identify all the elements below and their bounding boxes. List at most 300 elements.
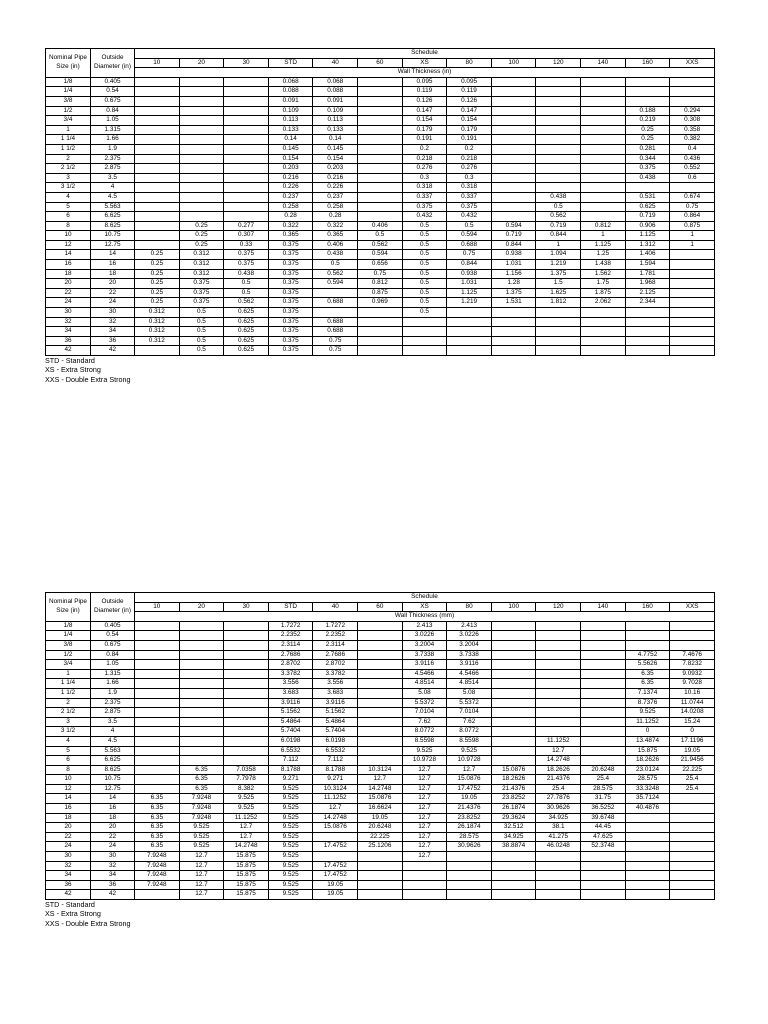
wall-thickness-cell [447, 880, 492, 890]
outside-diameter-cell: 4 [91, 183, 135, 193]
wall-thickness-cell: 9.525 [224, 794, 269, 804]
wall-thickness-cell [447, 336, 492, 346]
wall-thickness-cell: 0.688 [313, 317, 358, 327]
table-row [46, 298, 715, 308]
wall-thickness-cell [581, 336, 626, 346]
wall-thickness-cell [135, 631, 180, 641]
wall-thickness-cell [491, 125, 536, 135]
wall-thickness-cell [224, 688, 269, 698]
wall-thickness-cell [491, 708, 536, 718]
wall-thickness-cell: 18.2626 [536, 765, 581, 775]
wall-thickness-cell: 34.925 [491, 832, 536, 842]
wall-thickness-cell [670, 288, 715, 298]
wall-thickness-cell: 0.594 [313, 279, 358, 289]
outside-diameter-cell: 36 [91, 336, 135, 346]
wall-thickness-cell [536, 688, 581, 698]
wall-thickness-cell [670, 298, 715, 308]
wall-thickness-cell: 0.375 [268, 240, 313, 250]
wall-thickness-cell: 4.5466 [402, 669, 447, 679]
wall-thickness-cell [536, 164, 581, 174]
nominal-size-cell: 30 [46, 852, 91, 862]
wall-thickness-cell [135, 669, 180, 679]
wall-thickness-cell [581, 183, 626, 193]
wall-thickness-cell: 0.2 [402, 144, 447, 154]
wall-thickness-cell [581, 861, 626, 871]
outside-diameter-cell: 1.05 [91, 116, 135, 126]
wall-thickness-cell [224, 87, 269, 97]
wall-thickness-cell: 15.875 [224, 871, 269, 881]
wall-thickness-cell: 0.318 [402, 183, 447, 193]
wall-thickness-cell [670, 260, 715, 270]
table-body [46, 621, 715, 899]
table-row [46, 775, 715, 785]
wall-thickness-cell: 15.0876 [491, 765, 536, 775]
wall-thickness-cell [224, 77, 269, 87]
schedule-col-header: 20 [179, 58, 224, 68]
wall-thickness-cell [179, 144, 224, 154]
wall-thickness-cell [581, 880, 626, 890]
wall-thickness-cell: 0.406 [358, 221, 403, 231]
wall-thickness-cell [536, 116, 581, 126]
wall-thickness-cell [581, 727, 626, 737]
wall-thickness-cell [179, 679, 224, 689]
wall-thickness-cell: 0.594 [358, 250, 403, 260]
wall-thickness-cell [491, 87, 536, 97]
wall-thickness-cell: 47.625 [581, 832, 626, 842]
wall-thickness-cell: 0.562 [536, 212, 581, 222]
outside-diameter-cell: 18 [91, 269, 135, 279]
wall-thickness-cell: 0.312 [179, 269, 224, 279]
wall-thickness-cell: 0.126 [447, 96, 492, 106]
schedule-header: Schedule [135, 593, 715, 603]
abbreviation-notes [45, 900, 715, 928]
wall-thickness-cell [135, 106, 180, 116]
wall-thickness-cell [358, 852, 403, 862]
wall-thickness-cell [179, 621, 224, 631]
wall-thickness-cell [491, 77, 536, 87]
wall-thickness-cell: 9.525 [625, 708, 670, 718]
wall-thickness-cell [581, 640, 626, 650]
wall-thickness-cell: 0.25 [135, 298, 180, 308]
wall-thickness-cell [135, 116, 180, 126]
wall-thickness-cell: 3.7338 [402, 650, 447, 660]
wall-thickness-cell [179, 202, 224, 212]
wall-thickness-cell: 12.7 [224, 823, 269, 833]
wall-thickness-cell [491, 308, 536, 318]
wall-thickness-cell: 5.08 [447, 688, 492, 698]
outside-diameter-cell: 0.84 [91, 106, 135, 116]
wall-thickness-cell: 0.938 [491, 250, 536, 260]
wall-thickness-cell [491, 631, 536, 641]
wall-thickness-cell [491, 212, 536, 222]
wall-thickness-cell [135, 202, 180, 212]
wall-thickness-cell: 0.312 [135, 336, 180, 346]
wall-thickness-cell [491, 660, 536, 670]
wall-thickness-cell: 0.147 [447, 106, 492, 116]
schedule-col-header: STD [268, 602, 313, 612]
wall-thickness-cell: 0.5 [402, 240, 447, 250]
wall-thickness-cell: 0.337 [447, 192, 492, 202]
wall-thickness-cell: 0.294 [670, 106, 715, 116]
wall-thickness-cell: 7.9248 [135, 880, 180, 890]
wall-thickness-cell: 0.154 [268, 154, 313, 164]
wall-thickness-cell: 0.179 [447, 125, 492, 135]
wall-thickness-cell [224, 727, 269, 737]
nominal-size-cell: 3/4 [46, 116, 91, 126]
wall-thickness-cell: 0.5 [179, 327, 224, 337]
wall-thickness-cell [581, 77, 626, 87]
wall-thickness-cell [447, 346, 492, 356]
wall-thickness-cell [581, 717, 626, 727]
wall-thickness-cell: 0.219 [625, 116, 670, 126]
nominal-size-cell: 1 1/2 [46, 144, 91, 154]
wall-thickness-cell [670, 317, 715, 327]
wall-thickness-cell: 0.75 [670, 202, 715, 212]
wall-thickness-cell: 6.35 [625, 669, 670, 679]
wall-thickness-cell [135, 640, 180, 650]
wall-thickness-cell [536, 87, 581, 97]
wall-thickness-cell: 2.7686 [313, 650, 358, 660]
wall-thickness-cell [135, 679, 180, 689]
wall-thickness-cell [581, 212, 626, 222]
wall-thickness-cell [536, 669, 581, 679]
wall-thickness-cell [135, 688, 180, 698]
note-xs: XS - Extra Strong [45, 365, 101, 375]
wall-thickness-cell: 0.375 [268, 317, 313, 327]
outside-diameter-cell: 34 [91, 327, 135, 337]
table-row [46, 660, 715, 670]
wall-thickness-cell [670, 250, 715, 260]
wall-thickness-cell: 7.0104 [402, 708, 447, 718]
wall-thickness-cell [581, 173, 626, 183]
wall-thickness-cell [447, 308, 492, 318]
table-row [46, 96, 715, 106]
nominal-size-cell: 3 1/2 [46, 727, 91, 737]
wall-thickness-cell [581, 688, 626, 698]
wall-thickness-cell: 0.375 [268, 327, 313, 337]
wall-thickness-cell: 21.4376 [491, 784, 536, 794]
wall-thickness-cell: 15.0876 [313, 823, 358, 833]
wall-thickness-cell [536, 77, 581, 87]
wall-thickness-cell [536, 679, 581, 689]
schedule-col-header: XS [402, 58, 447, 68]
wall-thickness-cell [670, 842, 715, 852]
wall-thickness-cell [491, 96, 536, 106]
wall-thickness-cell: 31.75 [581, 794, 626, 804]
outside-diameter-cell: 12.75 [91, 240, 135, 250]
schedule-col-header: 140 [581, 602, 626, 612]
abbreviation-notes [45, 356, 715, 384]
wall-thickness-cell: 1.219 [536, 260, 581, 270]
wall-thickness-cell: 0.375 [268, 308, 313, 318]
wall-thickness-cell: 2.2352 [313, 631, 358, 641]
wall-thickness-cell: 39.6748 [581, 813, 626, 823]
wall-thickness-cell [670, 832, 715, 842]
wall-thickness-cell [581, 192, 626, 202]
outside-diameter-cell: 4 [91, 727, 135, 737]
wall-thickness-cell [402, 871, 447, 881]
wall-thickness-cell [358, 317, 403, 327]
wall-thickness-cell: 19.05 [313, 880, 358, 890]
wall-thickness-cell [358, 336, 403, 346]
wall-thickness-cell: 8.1788 [268, 765, 313, 775]
wall-thickness-cell [491, 192, 536, 202]
wall-thickness-cell [358, 640, 403, 650]
wall-thickness-cell: 40.4876 [625, 804, 670, 814]
nominal-size-cell: 3/4 [46, 660, 91, 670]
wall-thickness-cell: 28.575 [625, 775, 670, 785]
wall-thickness-cell [581, 660, 626, 670]
wall-thickness-cell: 0.406 [313, 240, 358, 250]
wall-thickness-cell [358, 861, 403, 871]
schedule-col-header: 20 [179, 602, 224, 612]
wall-thickness-cell [179, 708, 224, 718]
wall-thickness-cell: 1.7272 [268, 621, 313, 631]
wall-thickness-cell: 1.531 [491, 298, 536, 308]
wall-thickness-cell: 2.125 [625, 288, 670, 298]
wall-thickness-cell: 0.625 [625, 202, 670, 212]
wall-thickness-cell: 19.05 [670, 746, 715, 756]
wall-thickness-cell [536, 631, 581, 641]
wall-thickness-cell [358, 346, 403, 356]
wall-thickness-cell: 3.9116 [313, 698, 358, 708]
wall-thickness-cell: 0.358 [670, 125, 715, 135]
wall-thickness-cell: 46.0248 [536, 842, 581, 852]
table-row [46, 346, 715, 356]
schedule-numbers-row [46, 602, 715, 612]
wall-thickness-cell [581, 679, 626, 689]
wall-thickness-cell: 9.525 [179, 832, 224, 842]
wall-thickness-cell: 0.375 [268, 279, 313, 289]
wall-thickness-cell: 0.25 [135, 288, 180, 298]
wall-thickness-cell: 0.5 [179, 317, 224, 327]
outside-diameter-cell: 2.375 [91, 154, 135, 164]
nominal-size-cell: 1/8 [46, 77, 91, 87]
wall-thickness-cell: 0.25 [135, 260, 180, 270]
wall-thickness-cell: 2.3114 [268, 640, 313, 650]
wall-thickness-cell [135, 775, 180, 785]
wall-thickness-cell: 8.0772 [402, 727, 447, 737]
wall-thickness-cell: 0.5 [358, 231, 403, 241]
wall-thickness-cell [179, 698, 224, 708]
wall-thickness-cell [581, 327, 626, 337]
wall-thickness-cell: 0.688 [447, 240, 492, 250]
table-row [46, 173, 715, 183]
wall-thickness-cell [135, 765, 180, 775]
outside-diameter-cell: 30 [91, 308, 135, 318]
wall-thickness-cell [491, 183, 536, 193]
wall-thickness-cell: 0.237 [313, 192, 358, 202]
wall-thickness-cell [491, 880, 536, 890]
wall-thickness-cell: 7.9248 [135, 861, 180, 871]
wall-thickness-cell: 14.2748 [313, 813, 358, 823]
wall-thickness-cell [179, 116, 224, 126]
wall-thickness-cell: 9.0932 [670, 669, 715, 679]
table-row [46, 823, 715, 833]
wall-thickness-cell: 7.4676 [670, 650, 715, 660]
wall-thickness-cell: 0.719 [625, 212, 670, 222]
wall-thickness-cell [224, 144, 269, 154]
wall-thickness-cell: 0.318 [447, 183, 492, 193]
wall-thickness-cell [179, 96, 224, 106]
table-row [46, 336, 715, 346]
nominal-size-cell: 1/2 [46, 650, 91, 660]
table-row [46, 250, 715, 260]
wall-thickness-cell: 12.7 [402, 832, 447, 842]
schedule-col-header: 100 [491, 58, 536, 68]
wall-thickness-cell [581, 698, 626, 708]
table-row [46, 154, 715, 164]
wall-thickness-cell: 1 [670, 240, 715, 250]
wall-thickness-cell [135, 708, 180, 718]
wall-thickness-label: Wall Thickness (mm) [135, 612, 715, 622]
wall-thickness-cell [491, 164, 536, 174]
wall-thickness-cell: 6.35 [179, 784, 224, 794]
outside-diameter-cell: 22 [91, 832, 135, 842]
schedule-col-header: 120 [536, 58, 581, 68]
wall-thickness-cell: 0.145 [268, 144, 313, 154]
table-row [46, 804, 715, 814]
wall-thickness-cell: 0.095 [402, 77, 447, 87]
outside-diameter-cell: 6.625 [91, 212, 135, 222]
wall-thickness-cell: 0.812 [581, 221, 626, 231]
wall-thickness-cell [625, 813, 670, 823]
wall-thickness-cell: 2.2352 [268, 631, 313, 641]
wall-thickness-cell: 0.133 [313, 125, 358, 135]
wall-thickness-cell: 15.0876 [447, 775, 492, 785]
nominal-size-cell: 1/2 [46, 106, 91, 116]
wall-thickness-cell: 26.1874 [491, 804, 536, 814]
table-row [46, 871, 715, 881]
wall-thickness-cell: 3.0226 [447, 631, 492, 641]
wall-thickness-cell: 12.7 [402, 775, 447, 785]
wall-thickness-cell [670, 336, 715, 346]
wall-thickness-cell [224, 756, 269, 766]
nominal-size-cell: 8 [46, 221, 91, 231]
outside-diameter-cell: 42 [91, 890, 135, 900]
wall-thickness-cell [536, 727, 581, 737]
wall-thickness-cell [625, 823, 670, 833]
nominal-size-cell: 14 [46, 250, 91, 260]
wall-thickness-cell [358, 679, 403, 689]
wall-thickness-cell [135, 96, 180, 106]
wall-thickness-cell: 10.3124 [313, 784, 358, 794]
wall-thickness-cell: 5.5626 [625, 660, 670, 670]
wall-thickness-cell: 0.191 [447, 135, 492, 145]
wall-thickness-cell: 0.625 [224, 346, 269, 356]
wall-thickness-cell [536, 698, 581, 708]
wall-thickness-cell: 0.119 [447, 87, 492, 97]
wall-thickness-cell: 0.5 [402, 260, 447, 270]
wall-thickness-cell: 0.375 [268, 260, 313, 270]
nominal-size-cell: 32 [46, 317, 91, 327]
wall-thickness-cell [670, 87, 715, 97]
wall-thickness-cell: 2.7686 [268, 650, 313, 660]
wall-thickness-cell: 0.562 [224, 298, 269, 308]
wall-thickness-cell: 0.365 [268, 231, 313, 241]
wall-thickness-cell [670, 308, 715, 318]
outside-diameter-cell: 24 [91, 298, 135, 308]
wall-thickness-cell [358, 698, 403, 708]
wall-thickness-cell [670, 183, 715, 193]
wall-thickness-cell: 0.5 [179, 308, 224, 318]
outside-diameter-cell: 12.75 [91, 784, 135, 794]
wall-thickness-cell: 9.525 [268, 861, 313, 871]
wall-thickness-cell [179, 660, 224, 670]
wall-thickness-cell: 0.5 [447, 221, 492, 231]
wall-thickness-cell [224, 736, 269, 746]
wall-thickness-cell: 12.7 [402, 823, 447, 833]
wall-thickness-cell: 0.656 [358, 260, 403, 270]
wall-thickness-cell: 0.382 [670, 135, 715, 145]
wall-thickness-cell [491, 746, 536, 756]
wall-thickness-cell [536, 96, 581, 106]
wall-thickness-cell: 7.0358 [224, 765, 269, 775]
wall-thickness-cell: 0.276 [447, 164, 492, 174]
wall-thickness-cell [536, 708, 581, 718]
table-row [46, 756, 715, 766]
outside-diameter-cell: 8.625 [91, 221, 135, 231]
wall-thickness-cell: 11.1252 [224, 813, 269, 823]
wall-thickness-cell: 0.5 [224, 279, 269, 289]
wall-thickness-cell [447, 890, 492, 900]
nominal-size-cell: 18 [46, 269, 91, 279]
wall-thickness-cell: 2.8702 [313, 660, 358, 670]
wall-thickness-cell: 14.2748 [536, 756, 581, 766]
nominal-size-cell: 42 [46, 890, 91, 900]
wall-thickness-cell: 2.413 [447, 621, 492, 631]
wall-thickness-cell [358, 192, 403, 202]
wall-thickness-cell [179, 688, 224, 698]
wall-thickness-cell: 1.594 [625, 260, 670, 270]
wall-thickness-cell [358, 717, 403, 727]
wall-thickness-cell: 0.75 [313, 346, 358, 356]
wall-thickness-cell: 12.7 [402, 784, 447, 794]
wall-thickness-cell [670, 621, 715, 631]
outside-diameter-cell: 36 [91, 880, 135, 890]
wall-thickness-cell: 0.154 [313, 154, 358, 164]
wall-thickness-cell: 0.312 [135, 308, 180, 318]
wall-thickness-cell: 0.25 [179, 231, 224, 241]
table-row [46, 640, 715, 650]
wall-thickness-cell: 19.05 [358, 813, 403, 823]
wall-thickness-cell: 7.62 [447, 717, 492, 727]
wall-thickness-cell: 52.3748 [581, 842, 626, 852]
wall-thickness-cell [581, 87, 626, 97]
nominal-size-cell: 24 [46, 298, 91, 308]
wall-thickness-cell: 9.525 [268, 890, 313, 900]
wall-thickness-cell: 41.275 [536, 832, 581, 842]
wall-thickness-cell [491, 621, 536, 631]
wall-thickness-cell [135, 77, 180, 87]
wall-thickness-cell: 0.113 [313, 116, 358, 126]
wall-thickness-cell [581, 736, 626, 746]
nominal-size-cell: 3/8 [46, 640, 91, 650]
wall-thickness-cell: 0.5 [179, 336, 224, 346]
wall-thickness-cell: 12.7 [179, 861, 224, 871]
wall-thickness-cell: 7.7978 [224, 775, 269, 785]
wall-thickness-cell [179, 212, 224, 222]
wall-thickness-cell: 0.969 [358, 298, 403, 308]
wall-thickness-cell [491, 144, 536, 154]
wall-thickness-cell [402, 890, 447, 900]
wall-thickness-cell: 20.6248 [581, 765, 626, 775]
wall-thickness-cell: 0.438 [313, 250, 358, 260]
note-xs: XS - Extra Strong [45, 909, 101, 919]
wall-thickness-cell: 1.812 [536, 298, 581, 308]
wall-thickness-cell [224, 640, 269, 650]
wall-thickness-cell [224, 106, 269, 116]
